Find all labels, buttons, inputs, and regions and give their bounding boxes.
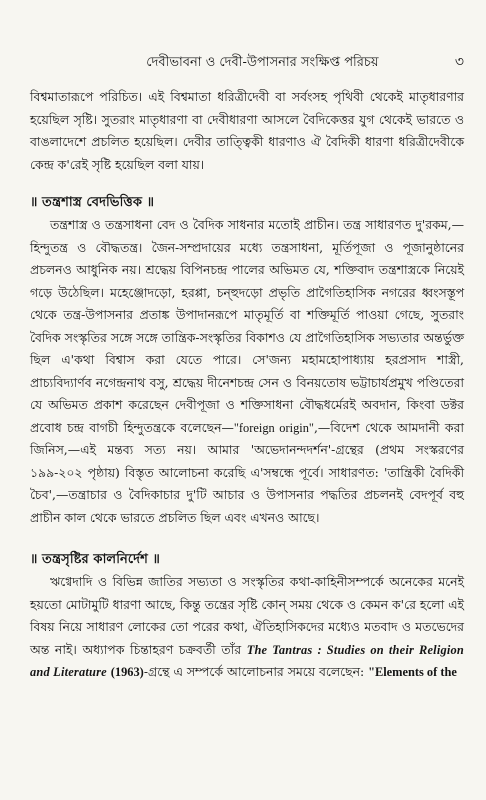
running-header [30,50,464,74]
section1-text: তন্ত্রশাস্ত্র ও তন্ত্রসাধনা বেদ ও বৈদিক সাধনার মতোই প্রাচীন। তন্ত্র সাধারণত দু'রকম,—হিন্দুতন্ত্র ও বৌদ্ধতন্ত্র। জৈন-সম্প্রদায়ের মধ্যে তন্ত্রসাধনা, মূর্তিপূজা ও পূজানুষ্ঠানের প্রচলনও আধুনিক নয়। শ্রদ্ধেয় বিপিনচন্দ্র পালের অভিমত যে, শক্তিবাদ তন্ত্রশাস্ত্রকে নিয়েই গড়ে উঠেছিল। মহেঞ্জোদড়ো, হরপ্পা, চন্হুদড়ো প্রভৃতি প্রাগৈতিহাসিক নগরের ধ্বংসস্তূপ থেকে তন্ত্র-উপাসনার প্রতাঙ্ক উপাদানরূপে মাতৃমূর্তি বা শক্তিমূর্তি পাওয়া গেছে, সুতরাং বৈদিক সংস্কৃতির সঙ্গে সঙ্গে তান্ত্রিক-সংস্কৃতির বিকাশও যে প্রাগৈতিহাসিক সভ্যতার অন্তর্ভুক্ত ছিল এ'কথা বিশ্বাস করা যেতে পারে। সে'জন্য মহামহোপাধ্যায় হরপ্রসাদ শাস্ত্রী, প্রাচ্যবিদ্যার্ণব নগেন্দ্রনাথ বসু, শ্রদ্ধেয় দীনেশচন্দ্র সেন ও বিনয়তোষ ভট্টাচার্যপ্রমুখ পণ্ডিতেরা যে অভিমত প্রকাশ করেছেন দেবীপূজা ও শক্তিসাধনা বৌদ্ধধর্মেরই অবদান, কিংবা ডক্টর প্রবোধ চন্দ্র বাগচী হিন্দুতন্ত্রকে বলেছেন— [30,217,464,435]
section2-paragraph [30,571,464,684]
chapter-running-title: দেবীভাবনা ও দেবী-উপাসনার সংক্ষিপ্ত পরিচয় [146,55,379,70]
section2-text-tail: -গ্রন্থে এ সম্পর্কে আলোচনার সময়ে বলেছেন: [143,664,365,679]
intro-paragraph: বিশ্বমাতারূপে পরিচিত। এই বিশ্বমাতা ধরিত্রীদেবী বা সর্বংসহ পৃথিবী থেকেই মাতৃধারণার হয়েছিল সৃষ্টি। সুতরাং মাতৃধারণা বা দেবীধারণা আসলে বৈদিকেত্তর যুগ থেকেই ভারতে ও বাঙলাদেশে প্রচলিত হয়েছিল। দেবীর তাত্ত্বিকী ধারণাও ঐ বৈদিকী ধারণা ধরিত্রীদেবীকে কেন্দ্র ক'রেই সৃষ্টি হয়েছিল বলা যায়। [30,89,464,172]
section2-text: ঋগ্বেদাদি ও বিভিন্ন জাতির সভ্যতা ও সংস্কৃতির কথা-কাহিনীসম্পর্কে অনেকের মনেই হয়তো মোটামুটি ধারণা আছে, কিন্তু তন্ত্রের সৃষ্টি কোন্ সময় থেকে ও কেমন ক'রে হলো এই বিষয় নিয়ে সাধারণ লোকের তো পরের কথা, ঐতিহাসিকদের মধ্যেও মতবাদ ও মতভেদের অন্ত নাই। অধ্যাপক চিন্তাহরণ চক্রবর্তী তাঁর [30,574,465,657]
section1-paragraph [30,214,464,529]
page-body [30,86,464,684]
section-heading-tantra-origin: ॥ তন্ত্রসৃষ্টির কালনির্দেশ ॥ [30,552,160,567]
book-title: The Tantras : Studies on their Religion and Literature [30,642,464,679]
book-year: (1963) [110,665,144,679]
page-number: ৩ [454,54,464,70]
section-heading-tantra-veda: ॥ তন্ত্রশাস্ত্র বেদভিত্তিক ॥ [30,195,155,210]
foreign-origin-quote: "foreign origin" [233,420,314,435]
section1-text-tail: ,—বিদেশ থেকে আমদানী করা জিনিস,—এই মন্তব্য সত্য নয়। আমার 'অভেদানন্দদর্শন'-গ্রন্থের (প্রথম সংস্করণের ১৯৯-২০২ পৃষ্ঠায়) বিস্তৃত আলোচনা করেছি এ'সম্বন্ধে পূর্বে। সাধারণত: 'তান্ত্রিকী বৈদিকী চৈব',—তন্ত্রাচার ও বৈদিকাচার দু'টি আচার ও উপাসনার পদ্ধতির প্রচলনই বেদপূর্ব বহু প্রাচীন কাল থেকে ভারতে প্রচলিত ছিল এবং এখনও আছে। [30,419,465,525]
elements-quote: "Elements of the [368,665,457,679]
